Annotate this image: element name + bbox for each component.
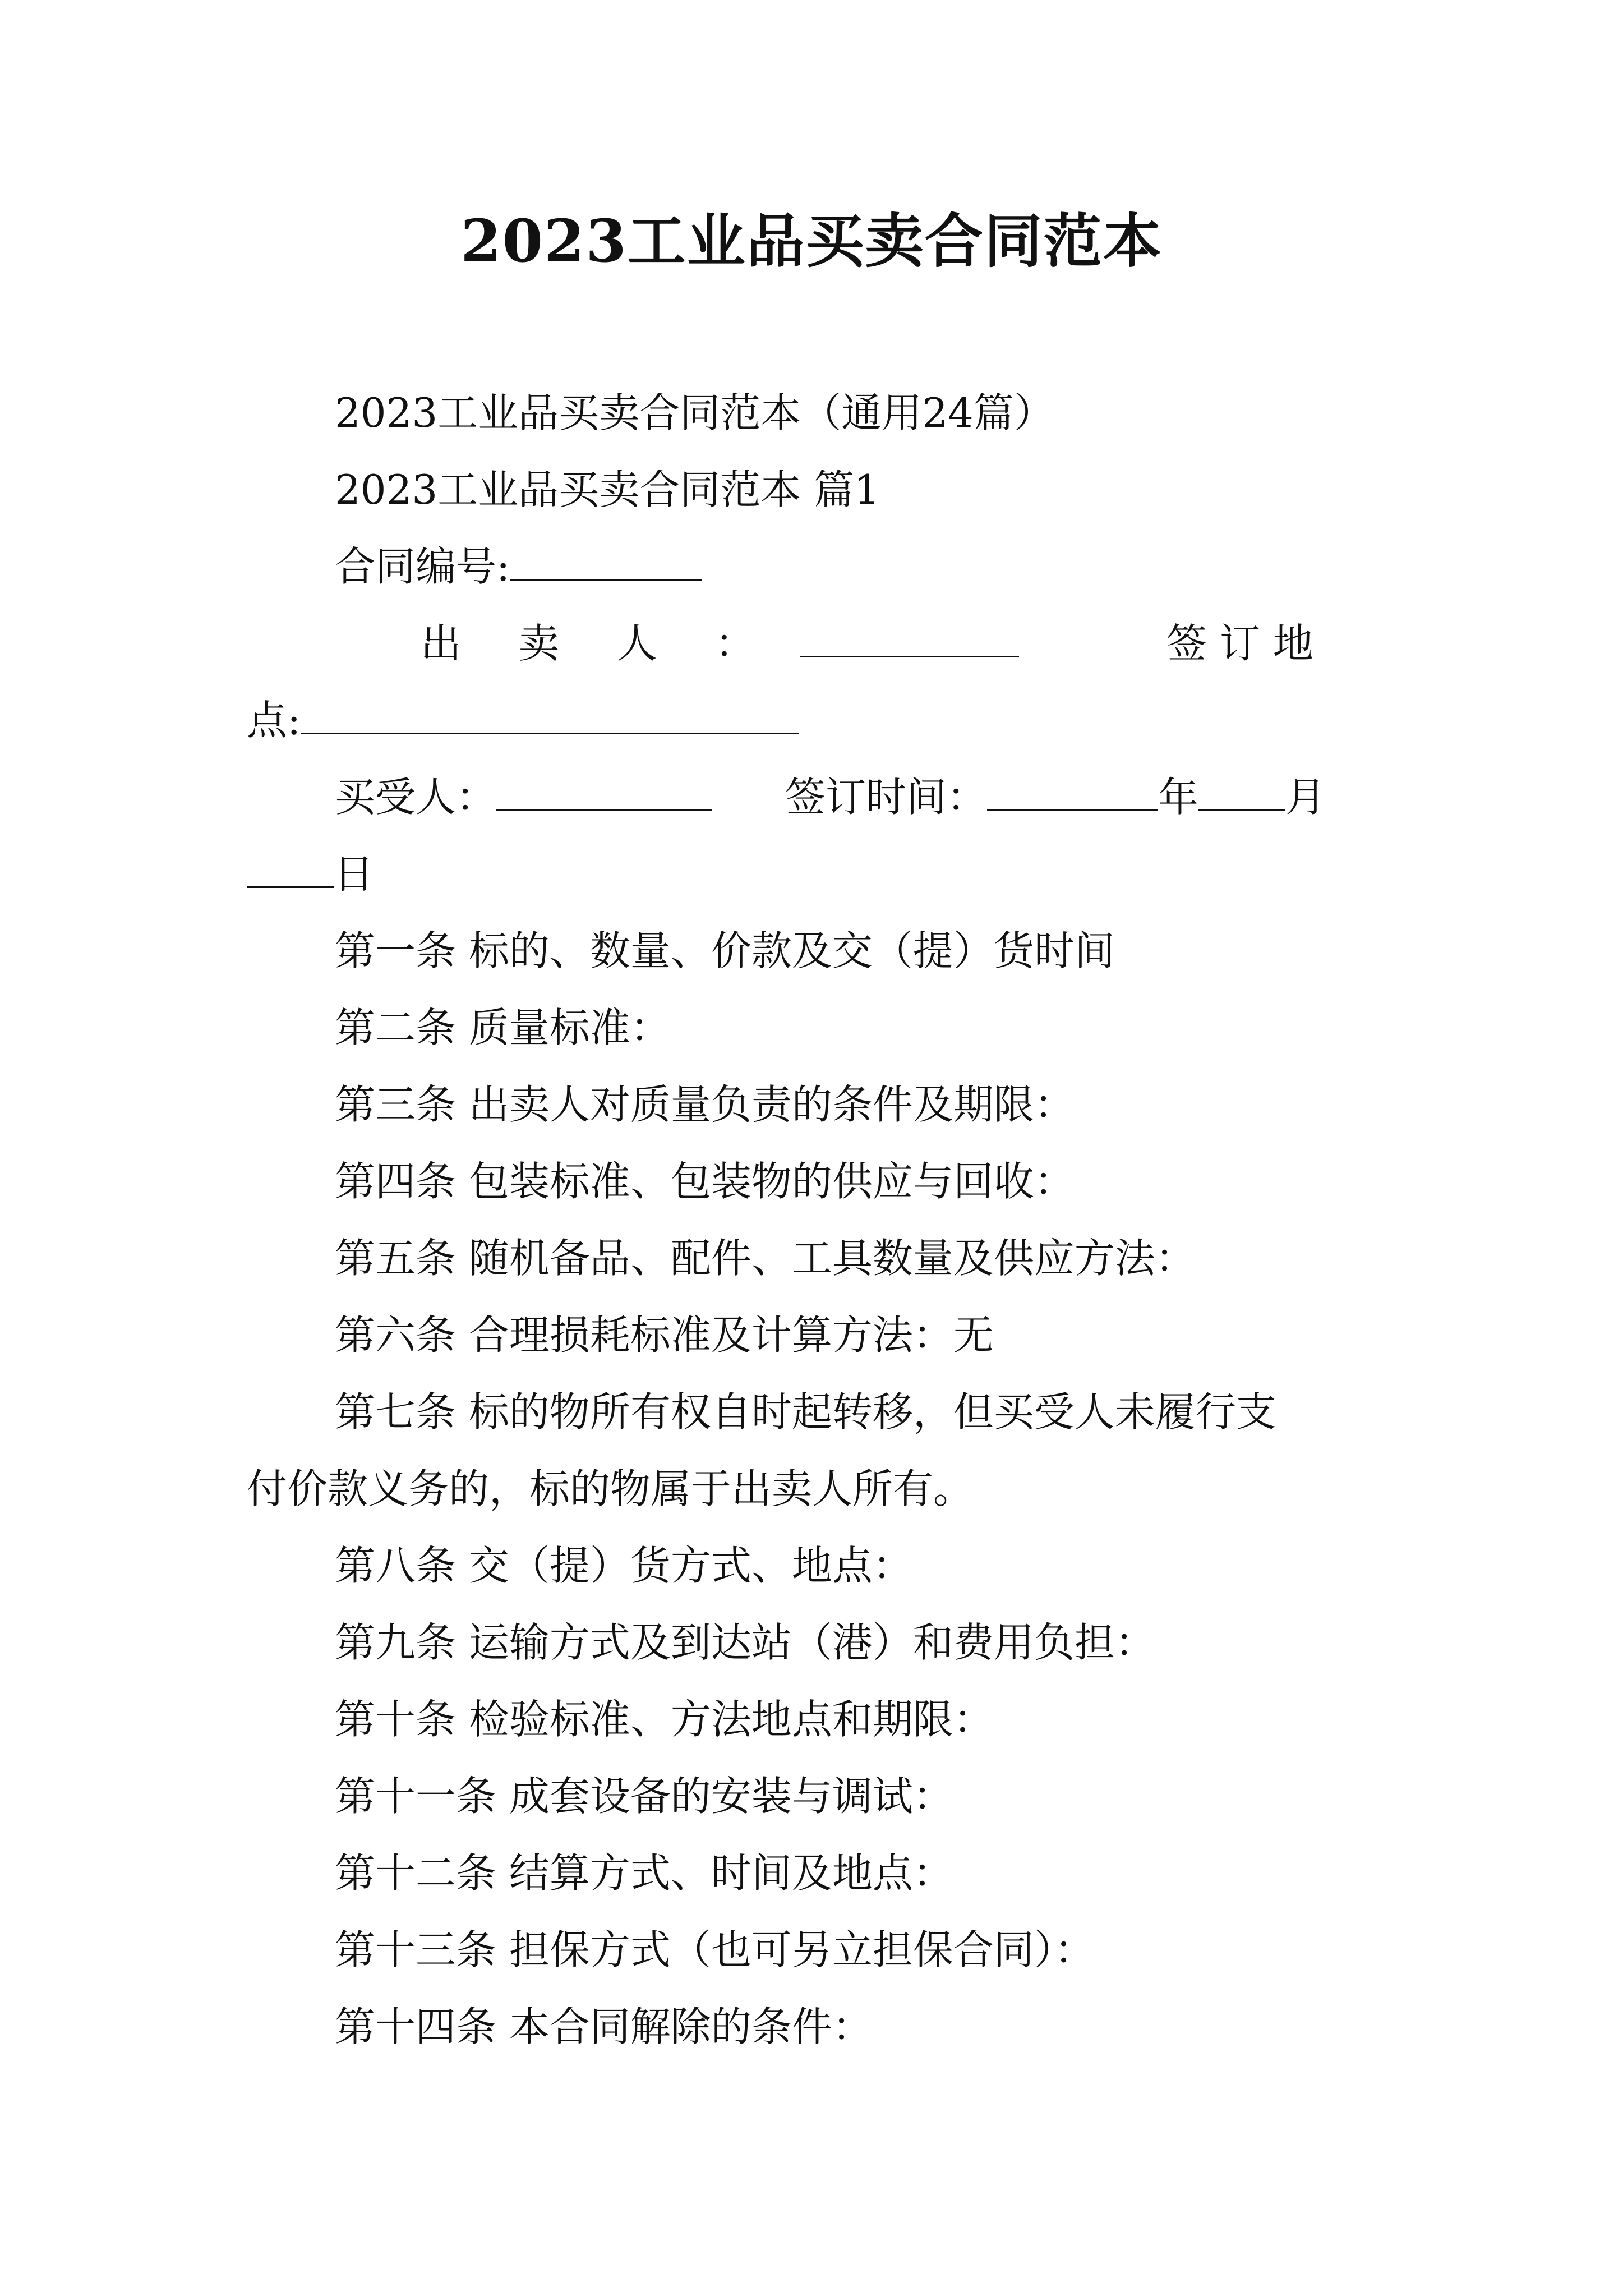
signing-place-blank [301, 693, 799, 734]
document-title: 2023工业品买卖合同范本 [460, 206, 1163, 275]
seller-line [421, 615, 1019, 671]
article-6: 第六条 合理损耗标准及计算方法：无 [335, 1312, 994, 1359]
year-blank [987, 770, 1158, 811]
seller-blank [800, 616, 1019, 657]
section-heading: 2023工业品买卖合同范本 篇1 [335, 466, 880, 513]
contract-number-blank [510, 540, 702, 581]
signing-place-label-a: 签 订 地 [1166, 620, 1313, 667]
signing-place-label-b: 点: [247, 697, 301, 744]
contract-number-label: 合同编号: [335, 543, 510, 590]
buyer-line [335, 769, 1326, 825]
year-label: 年 [1158, 774, 1199, 821]
article-5: 第五条 随机备品、配件、工具数量及供应方法： [335, 1235, 1196, 1282]
buyer-label: 买受人： [335, 774, 497, 821]
month-blank [1198, 770, 1285, 811]
buyer-blank [496, 770, 712, 811]
day-blank [247, 847, 334, 888]
signing-place-line [247, 692, 799, 748]
month-label: 月 [1285, 774, 1326, 821]
article-10: 第十条 检验标准、方法地点和期限： [335, 1696, 994, 1743]
article-2: 第二条 质量标准： [335, 1004, 671, 1051]
article-8: 第八条 交（提）货方式、地点： [335, 1542, 913, 1589]
article-13: 第十三条 担保方式（也可另立担保合同）： [335, 1926, 1095, 1973]
seller-label: 出 卖 人 ： [421, 620, 778, 667]
article-11: 第十一条 成套设备的安装与调试： [335, 1773, 953, 1820]
article-7-continued: 付价款义务的，标的物属于出卖人所有。 [247, 1465, 974, 1512]
day-line [247, 846, 374, 902]
article-9: 第九条 运输方式及到达站（港）和费用负担： [335, 1619, 1155, 1666]
article-7: 第七条 标的物所有权自时起转移，但买受人未履行支 [335, 1388, 1276, 1435]
article-14: 第十四条 本合同解除的条件： [335, 2003, 873, 2050]
contract-number-line [335, 539, 702, 595]
article-4: 第四条 包装标准、包装物的供应与回收： [335, 1158, 1075, 1205]
signing-time-label: 签订时间： [785, 774, 988, 821]
day-label: 日 [334, 850, 375, 898]
article-3: 第三条 出卖人对质量负责的条件及期限： [335, 1081, 1075, 1128]
article-12: 第十二条 结算方式、时间及地点： [335, 1849, 953, 1897]
article-1: 第一条 标的、数量、价款及交（提）货时间 [335, 927, 1115, 974]
document-subtitle: 2023工业品买卖合同范本（通用24篇） [335, 389, 1054, 436]
